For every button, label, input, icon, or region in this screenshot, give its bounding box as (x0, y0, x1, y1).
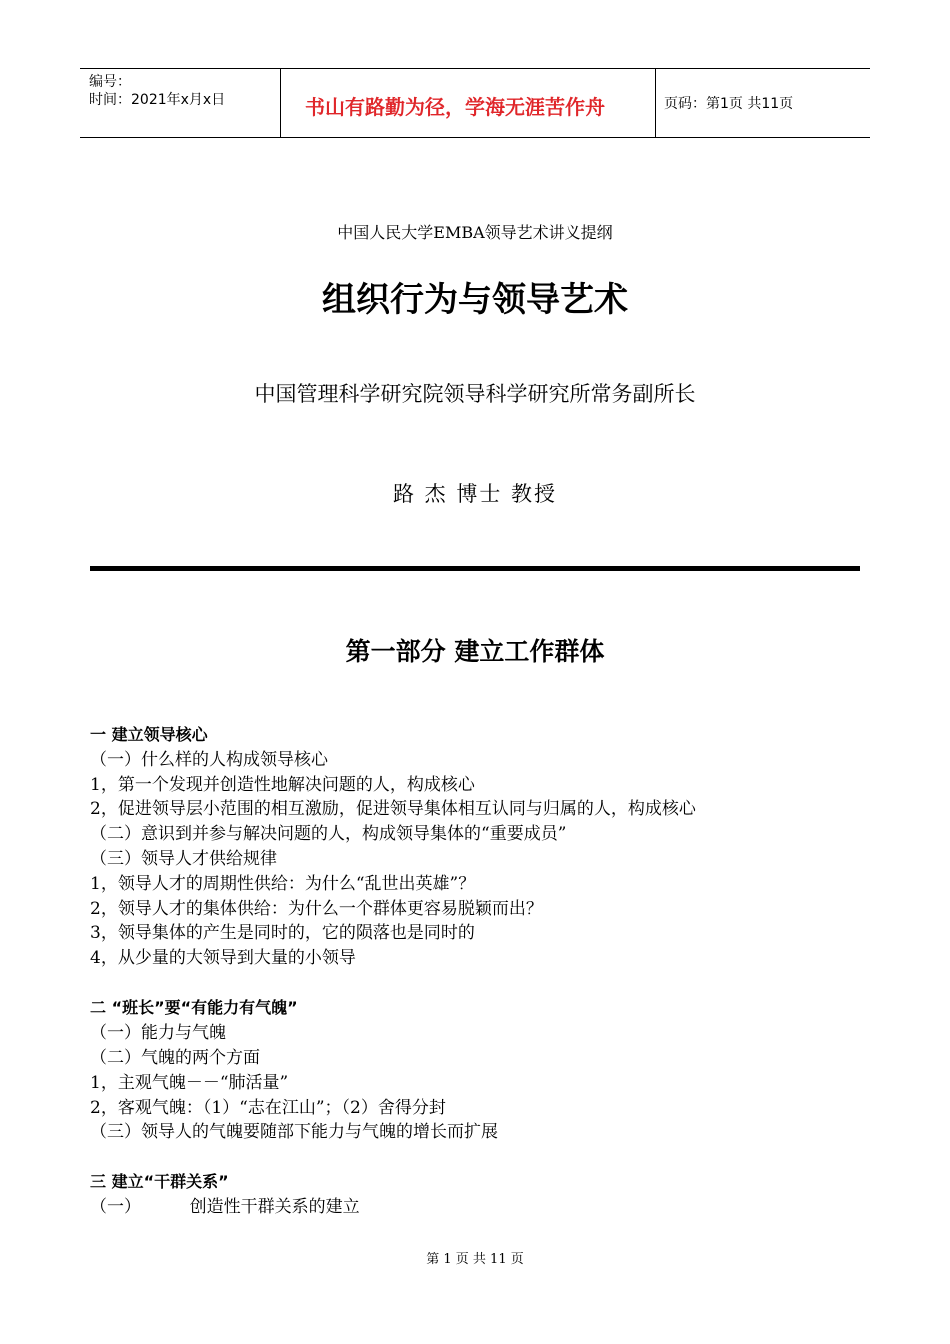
outline-line: （三）领导人的气魄要随部下能力与气魄的增长而扩展 (90, 1122, 498, 1142)
doc-subtitle: 中国人民大学EMBA领导艺术讲义提纲 (337, 223, 613, 242)
outline-line: （一）能力与气魄 (90, 1023, 226, 1043)
outline-line: （三）领导人才供给规律 (90, 849, 277, 869)
header-motto-cell (280, 69, 656, 137)
outline-line: 4，从少量的大领导到大量的小领导 (90, 948, 356, 968)
author-name: 路 杰 博士 教授 (392, 482, 558, 506)
header-table (80, 68, 870, 138)
page-footer: 第 1 页 共 11 页 (426, 1252, 524, 1267)
part-heading: 第一部分 建立工作群体 (345, 637, 605, 666)
outline-line: 1，领导人才的周期性供给：为什么“乱世出英雄”？ (90, 874, 476, 894)
outline-line: （二）意识到并参与解决问题的人，构成领导集体的“重要成员” (90, 824, 567, 844)
section-heading: 二 “班长”要“有能力有气魄” (90, 998, 298, 1017)
divider-rule (90, 566, 860, 571)
header-left-cell (80, 69, 280, 137)
motto-text: 书山有路勤为径，学海无涯苦作舟 (305, 95, 605, 119)
number-label: 编号： (89, 74, 131, 90)
outline-line: （二）气魄的两个方面 (90, 1048, 260, 1068)
section-heading: 三 建立“干群关系” (90, 1172, 229, 1191)
outline-line: 2，客观气魄：（1）“志在江山”；（2）舍得分封 (90, 1098, 446, 1118)
outline-line: 2，促进领导层小范围的相互激励，促进领导集体相互认同与归属的人，构成核心 (90, 799, 696, 819)
section-heading: 一 建立领导核心 (90, 725, 208, 744)
outline-line: （一）什么样的人构成领导核心 (90, 750, 328, 770)
time-label: 时间：2021年x月x日 (89, 92, 226, 108)
outline-line: 1，主观气魄－－“肺活量” (90, 1073, 289, 1093)
outline-line: （一） 创造性干群关系的建立 (90, 1197, 360, 1217)
header-page-info: 页码：第1页 共11页 (664, 96, 794, 112)
outline-line: 3，领导集体的产生是同时的，它的陨落也是同时的 (90, 923, 475, 943)
doc-title: 组织行为与领导艺术 (322, 280, 628, 320)
outline-line: 1，第一个发现并创造性地解决问题的人，构成核心 (90, 775, 475, 795)
author-affiliation: 中国管理科学研究院领导科学研究所常务副所长 (254, 382, 696, 406)
outline-line: 2，领导人才的集体供给：为什么一个群体更容易脱颖而出？ (90, 899, 543, 919)
